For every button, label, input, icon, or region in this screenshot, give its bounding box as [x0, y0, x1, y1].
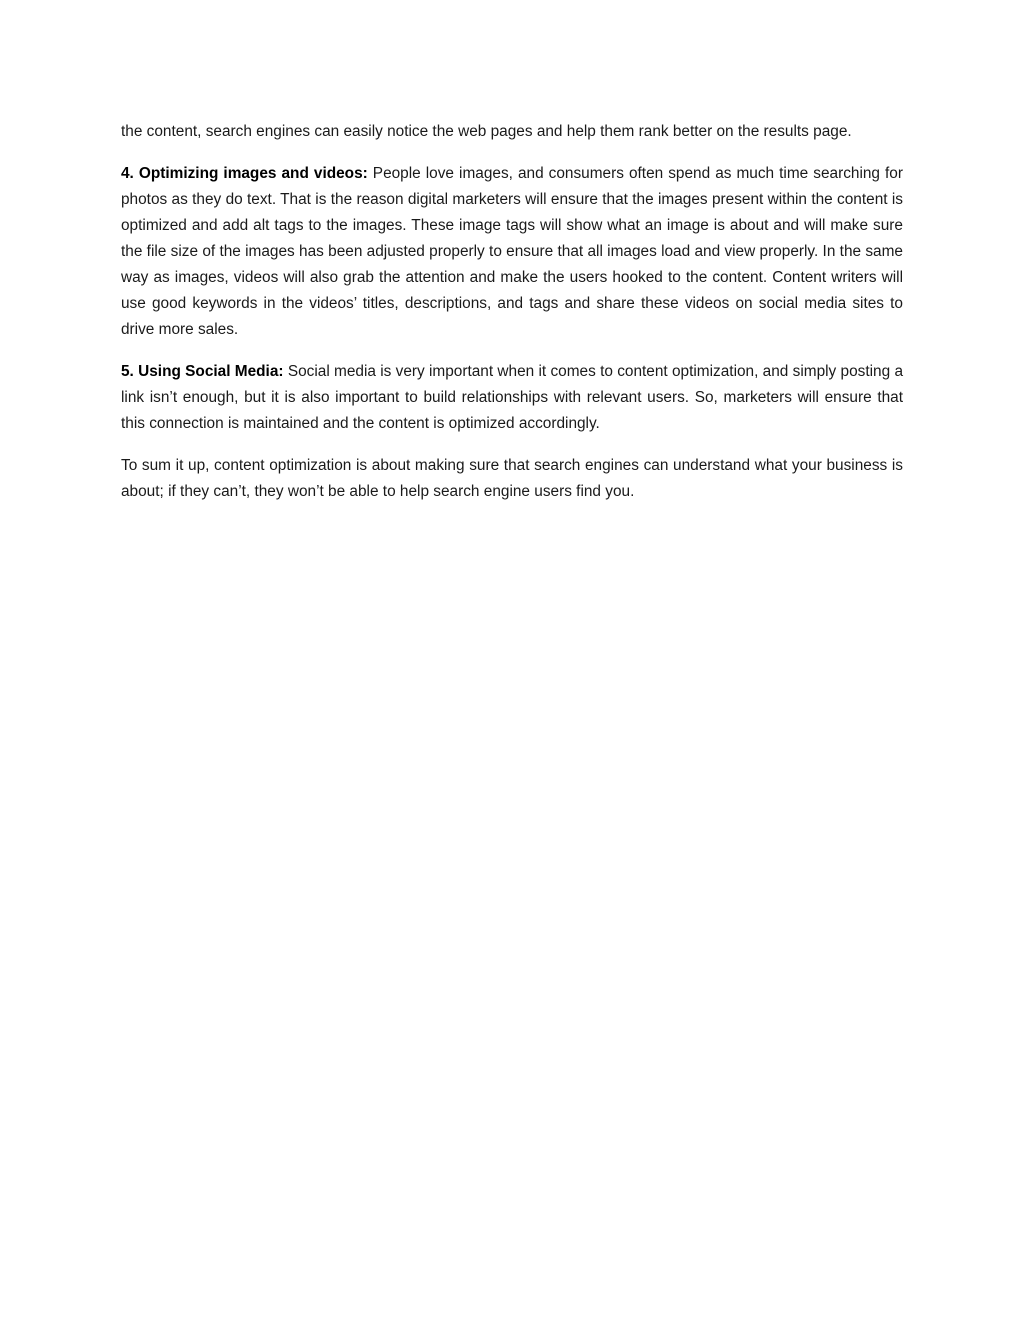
paragraph-heading: 4. Optimizing images and videos: [121, 165, 368, 183]
paragraph-text: the content, search engines can easily notice the web pages and help them rank better on the results page. [121, 123, 852, 140]
paragraph-images-videos [121, 161, 903, 342]
paragraph-text: To sum it up, content optimization is about making sure that search engines can understand what your business is about; if they can’t, they won’t be able to help search engine users find you. [121, 457, 903, 501]
paragraph-summary [121, 453, 903, 505]
document-body [121, 119, 903, 522]
paragraph-social-media [121, 359, 903, 437]
paragraph-text: Social media is very important when it comes to content optimization, and simply posting a link isn’t enough, but it is also important to build relationships with relevant users. So, marketers will ensure that this connection is maintained and the content is optimized accordingly. [121, 363, 903, 433]
paragraph-heading: 5. Using Social Media: [121, 363, 284, 381]
paragraph-text: People love images, and consumers often spend as much time searching for photos as they do text. That is the reason digital marketers will ensure that the images present within the content is optimized and add alt tags to the images. These image tags will show what an image is about and will make sure the file size of the images has been adjusted properly to ensure that all images load and view properly. In the same way as images, videos will also grab the attention and make the users hooked to the content. Content writers will use good keywords in the videos’ titles, descriptions, and tags and share these videos on social media sites to drive more sales. [121, 165, 903, 338]
paragraph-continuation [121, 119, 903, 145]
